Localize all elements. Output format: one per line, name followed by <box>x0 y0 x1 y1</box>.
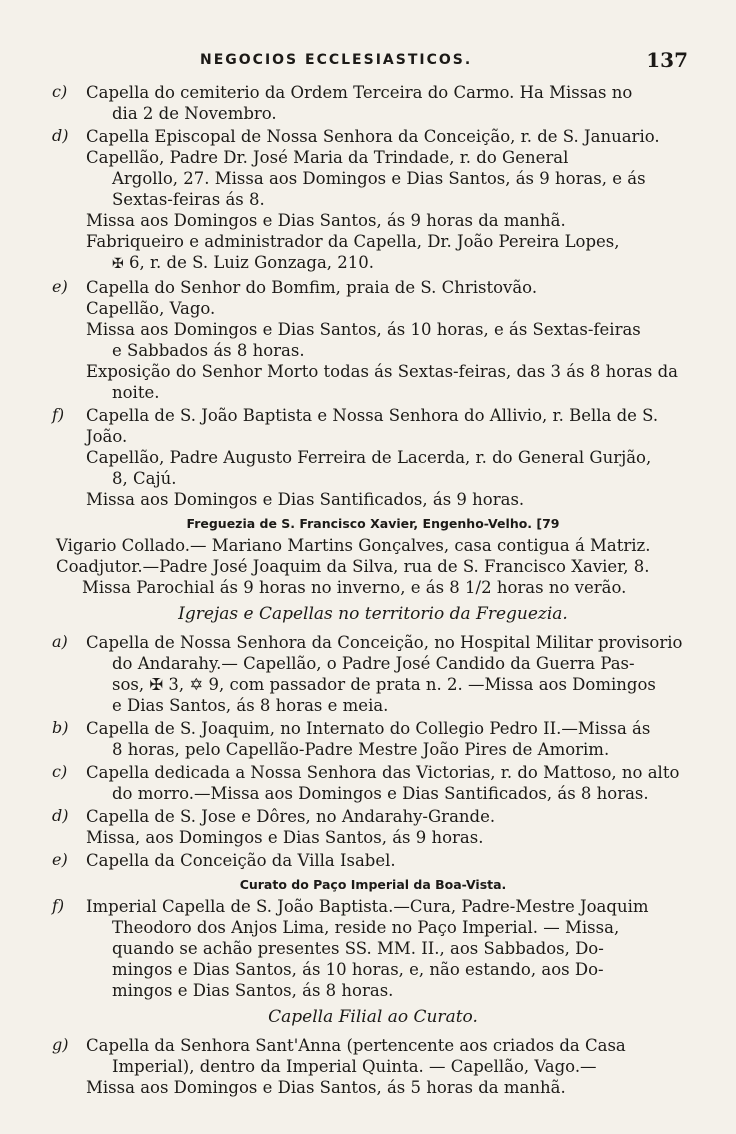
text-line: sos, ✠ 3, ✡ 9, com passador de prata n. 2. —Missa aos Domingos <box>112 675 656 694</box>
entry-c-cemiterio <box>46 82 700 124</box>
text-line: Capella da Conceição da Villa Isabel. <box>86 851 396 870</box>
text-line: Missa aos Domingos e Dias Santificados, ás 9 horas. <box>86 490 525 509</box>
text-line: Coadjutor.—Padre José Joaquim da Silva, rua de S. Francisco Xavier, 8. <box>56 557 650 576</box>
text-line: Fabriqueiro e administrador da Capella, Dr. João Pereira Lopes, <box>86 232 620 251</box>
running-head: NEGOCIOS ECCLESIASTICOS. <box>200 52 473 68</box>
entry-marker: c) <box>52 762 68 781</box>
entry-marker: c) <box>52 82 68 101</box>
filial-heading: Capella Filial ao Curato. <box>268 1007 478 1027</box>
entry-marker: b) <box>52 718 69 737</box>
text-line: 8 horas, pelo Capellão-Padre Mestre João Pires de Amorim. <box>112 740 610 759</box>
text-line: Missa aos Domingos e Dias Santos, ás 10 horas, e ás Sextas-feiras <box>86 320 641 339</box>
entry-marker: e) <box>52 277 68 296</box>
entry-marker: f) <box>52 896 65 915</box>
text-line: Capellão, Padre Augusto Ferreira de Lacerda, r. do General Gurjão, <box>86 448 652 467</box>
text-line: noite. <box>112 383 160 402</box>
text-line: Theodoro dos Anjos Lima, reside no Paço Imperial. — Missa, <box>112 918 620 937</box>
entry-e-villa-isabel <box>46 850 700 871</box>
text-line: e Dias Santos, ás 8 horas e meia. <box>112 696 389 715</box>
text-line: Imperial Capella de S. João Baptista.—Cura, Padre-Mestre Joaquim <box>86 897 649 916</box>
entry-e-bomfim <box>46 277 700 403</box>
entry-c-victorias <box>46 762 700 804</box>
text-span: 6, r. de S. Luiz Gonzaga, 210. <box>128 253 375 272</box>
text-line: Capella Episcopal de Nossa Senhora da Conceição, r. de S. Januario. <box>86 127 660 146</box>
text-line: Missa aos Domingos e Dias Santos, ás 9 horas da manhã. <box>86 211 566 230</box>
text-line: Capellão, Vago. <box>86 299 216 318</box>
entry-d-episcopal <box>46 126 700 275</box>
text-line: Capella dedicada a Nossa Senhora das Victorias, r. do Mattoso, no alto <box>86 763 680 782</box>
text-line: Capella de Nossa Senhora da Conceição, no Hospital Militar provisorio <box>86 633 683 652</box>
text-line: dia 2 de Novembro. <box>112 104 277 123</box>
text-line: Sextas-feiras ás 8. <box>112 190 265 209</box>
text-line: Capellão, Padre Dr. José Maria da Trindade, r. do General <box>86 148 569 167</box>
entry-f-sao-joao <box>46 405 700 510</box>
curato-heading: Curato do Paço Imperial da Boa-Vista. <box>239 877 507 892</box>
entry-f-imperial <box>46 896 700 1001</box>
text-line: Missa Parochial ás 9 horas no inverno, e ás 8 1/2 horas no verão. <box>82 578 627 597</box>
page-body <box>46 82 700 1100</box>
entry-marker: d) <box>52 806 69 825</box>
text-line: mingos e Dias Santos, ás 8 horas. <box>112 981 394 1000</box>
entry-marker: d) <box>52 126 69 145</box>
text-line: quando se achão presentes SS. MM. II., aos Sabbados, Do- <box>112 939 604 958</box>
entry-b-joaquim <box>46 718 700 760</box>
entry-marker: g) <box>52 1035 69 1054</box>
text-line: Capella de S. Joaquim, no Internato do Collegio Pedro II.—Missa ás <box>86 719 651 738</box>
text-line: Missa aos Domingos e Dias Santos, ás 5 horas da manhã. <box>86 1078 566 1097</box>
text-line: Capella do cemiterio da Ordem Terceira do Carmo. Ha Missas no <box>86 83 633 102</box>
page-header <box>0 48 736 78</box>
entry-d-jose-dores <box>46 806 700 848</box>
text-line <box>86 252 700 275</box>
text-line: Exposição do Senhor Morto todas ás Sextas-feiras, das 3 ás 8 horas da <box>86 362 678 381</box>
text-line: mingos e Dias Santos, ás 10 horas, e, não estando, aos Do- <box>112 960 604 979</box>
text-line: Capella do Senhor do Bomfim, praia de S. Christovão. <box>86 278 538 297</box>
text-line: e Sabbados ás 8 horas. <box>112 341 305 360</box>
text-line: Imperial), dentro da Imperial Quinta. — Capellão, Vago.— <box>112 1057 597 1076</box>
freguezia-block <box>46 535 700 598</box>
text-line: Capella da Senhora Sant'Anna (pertencente aos criados da Casa <box>86 1036 626 1055</box>
text-line: do Andarahy.— Capellão, o Padre José Candido da Guerra Pas- <box>112 654 635 673</box>
entry-a-hospital <box>46 632 700 716</box>
cross-icon: ✠ <box>112 256 124 272</box>
igrejas-heading: Igrejas e Capellas no territorio da Freguezia. <box>178 604 568 624</box>
text-line: Argollo, 27. Missa aos Domingos e Dias Santos, ás 9 horas, e ás <box>112 169 646 188</box>
entry-marker: e) <box>52 850 68 869</box>
text-line: Vigario Collado.— Mariano Martins Gonçalves, casa contigua á Matriz. <box>56 536 651 555</box>
text-line: 8, Cajú. <box>112 469 177 488</box>
entry-marker: f) <box>52 405 65 424</box>
freguezia-heading: Freguezia de S. Francisco Xavier, Engenho-Velho. [79 <box>186 516 560 531</box>
entry-marker: a) <box>52 632 68 651</box>
page-number: 137 <box>646 48 688 72</box>
text-line: Capella de S. João Baptista e Nossa Senhora do Allivio, r. Bella de S. João. <box>86 406 659 446</box>
text-line: Capella de S. Jose e Dôres, no Andarahy-Grande. <box>86 807 496 826</box>
entry-g-santanna <box>46 1035 700 1098</box>
text-line: do morro.—Missa aos Domingos e Dias Santificados, ás 8 horas. <box>112 784 649 803</box>
text-line: Missa, aos Domingos e Dias Santos, ás 9 horas. <box>86 828 484 847</box>
